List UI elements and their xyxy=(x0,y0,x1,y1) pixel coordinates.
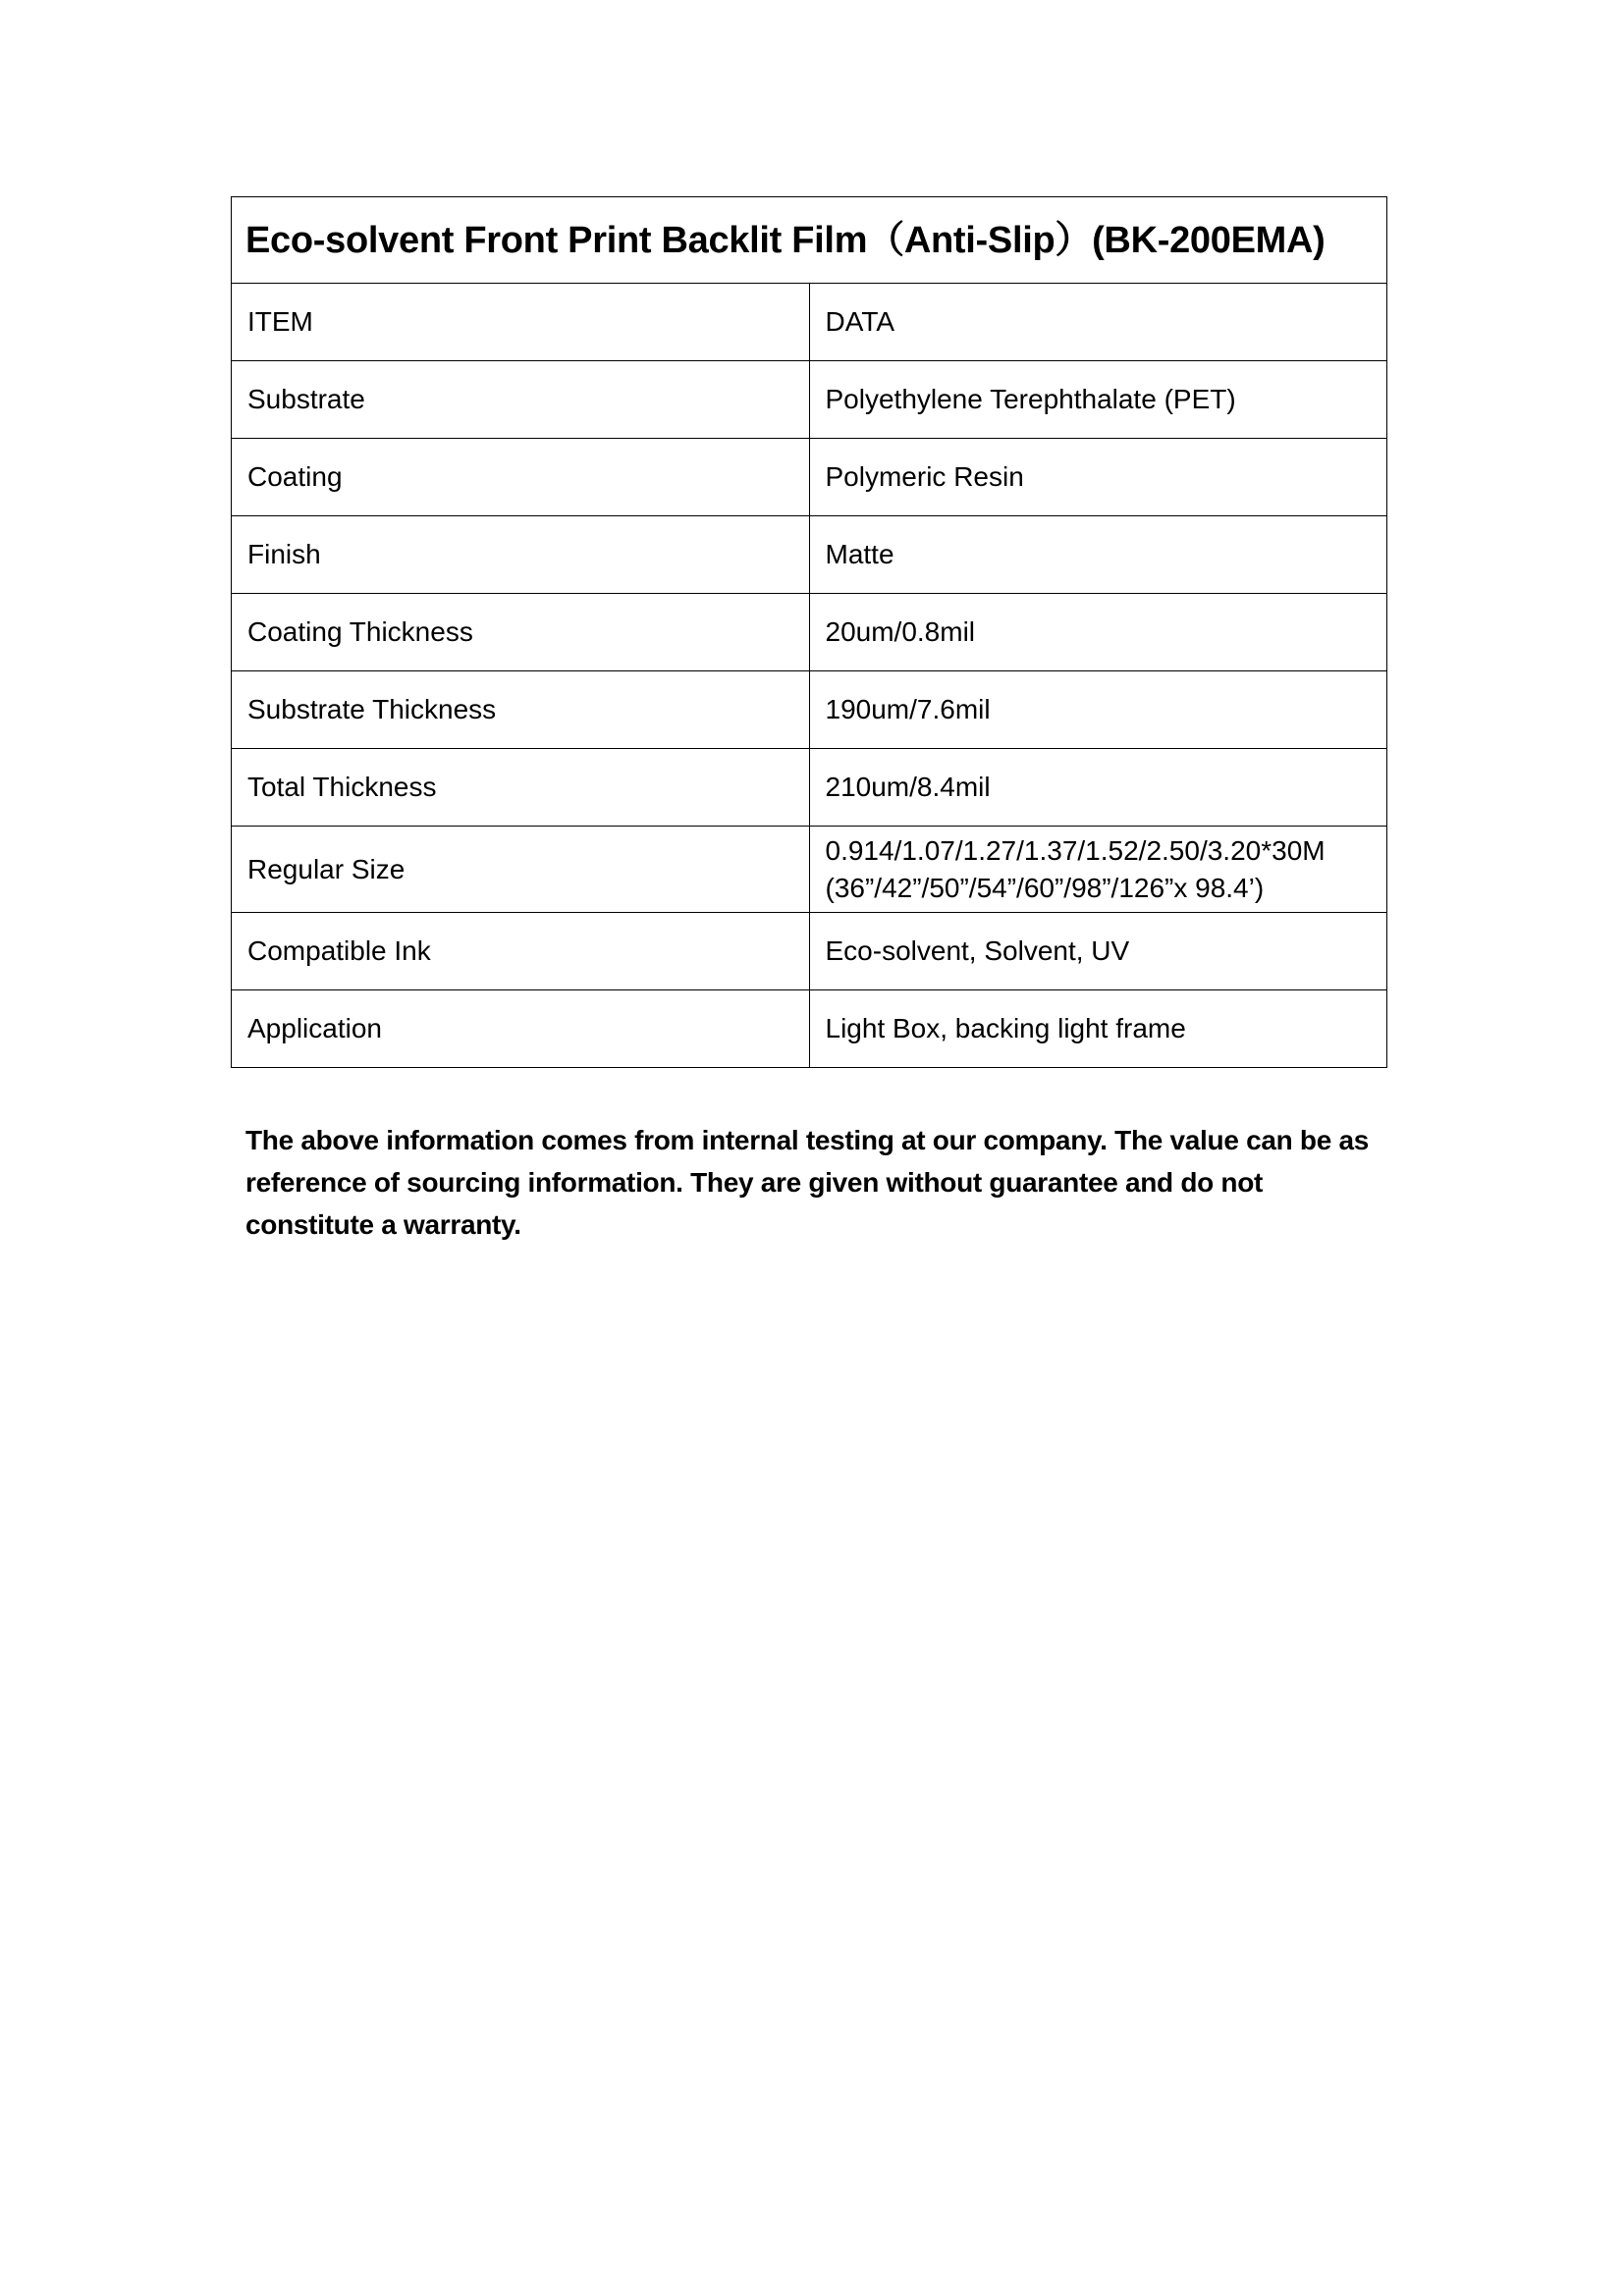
row-label: Substrate Thickness xyxy=(232,671,810,749)
row-label: Finish xyxy=(232,516,810,594)
row-value: Matte xyxy=(809,516,1387,594)
row-label: Application xyxy=(232,990,810,1068)
table-row xyxy=(232,439,1387,516)
header-data: DATA xyxy=(809,284,1387,361)
row-value: 210um/8.4mil xyxy=(809,749,1387,827)
table-row xyxy=(232,594,1387,671)
size-line-imperial: (36”/42”/50”/54”/60”/98”/126”x 98.4’) xyxy=(825,872,1265,903)
row-label: Coating xyxy=(232,439,810,516)
row-value: Polyethylene Terephthalate (PET) xyxy=(809,361,1387,439)
table-title-row xyxy=(232,197,1387,284)
table-row xyxy=(232,827,1387,913)
row-label: Substrate xyxy=(232,361,810,439)
size-line-metric: 0.914/1.07/1.27/1.37/1.52/2.50/3.20*30M xyxy=(825,834,1326,866)
table-row xyxy=(232,361,1387,439)
row-label: Regular Size xyxy=(232,827,810,913)
table-row xyxy=(232,516,1387,594)
spec-table xyxy=(231,196,1387,1068)
row-label: Total Thickness xyxy=(232,749,810,827)
row-value xyxy=(809,827,1387,913)
table-row xyxy=(232,671,1387,749)
row-label: Compatible Ink xyxy=(232,913,810,990)
row-label: Coating Thickness xyxy=(232,594,810,671)
disclaimer-text: The above information comes from internal testing at our company. The value can be as reference of sourcing information. They are given without guarantee and do not constitute a warranty. xyxy=(245,1125,1370,1240)
product-title: Eco-solvent Front Print Backlit Film（Anti-Slip）(BK-200EMA) xyxy=(232,197,1387,284)
row-value: Eco-solvent, Solvent, UV xyxy=(809,913,1387,990)
table-header-row xyxy=(232,284,1387,361)
row-value: 20um/0.8mil xyxy=(809,594,1387,671)
table-row xyxy=(232,913,1387,990)
row-value: Light Box, backing light frame xyxy=(809,990,1387,1068)
table-row xyxy=(232,990,1387,1068)
table-row xyxy=(232,749,1387,827)
row-value: 190um/7.6mil xyxy=(809,671,1387,749)
header-item: ITEM xyxy=(232,284,810,361)
row-value: Polymeric Resin xyxy=(809,439,1387,516)
